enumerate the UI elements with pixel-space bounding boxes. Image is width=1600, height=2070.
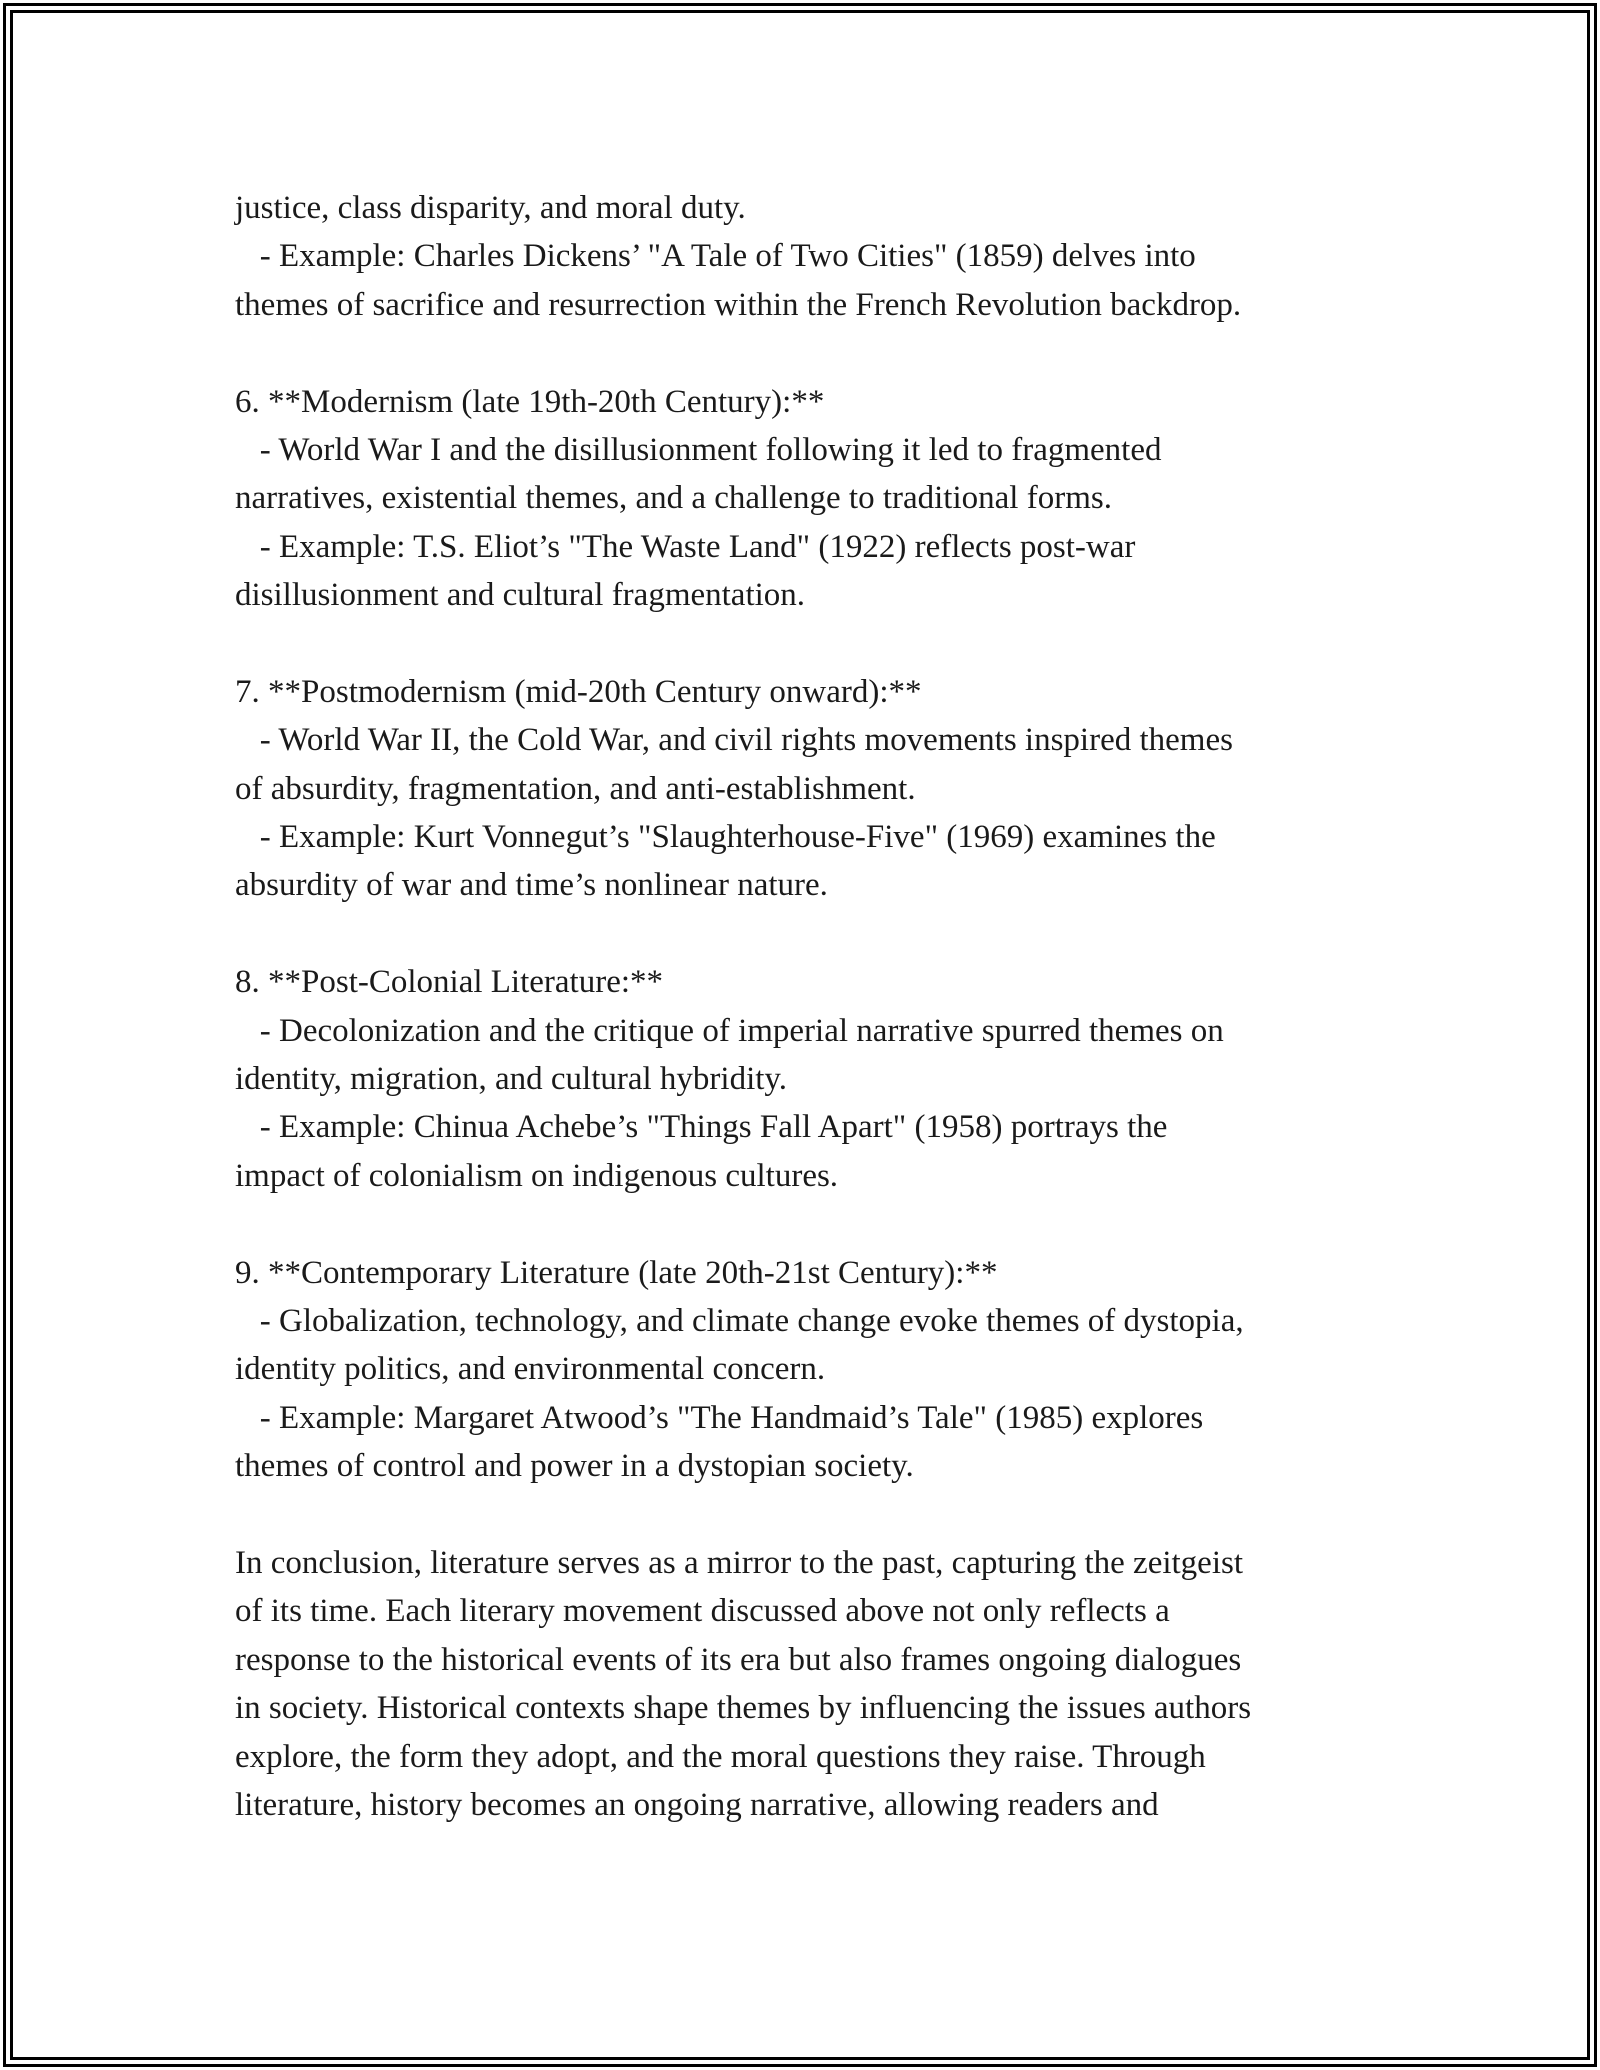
text-line: identity, migration, and cultural hybridity. xyxy=(235,1061,788,1098)
section-heading: 8. **Post-Colonial Literature:** xyxy=(235,964,664,1001)
text-line: absurdity of war and time’s nonlinear nature. xyxy=(235,867,828,904)
text-line: themes of control and power in a dystopian society. xyxy=(235,1448,914,1485)
paragraph-spacer xyxy=(235,910,1435,958)
text-line: response to the historical events of its era but also frames ongoing dialogues xyxy=(235,1641,1242,1678)
text-line: themes of sacrifice and resurrection within the French Revolution backdrop. xyxy=(235,286,1242,323)
section-heading: 9. **Contemporary Literature (late 20th-21st Century):** xyxy=(235,1254,998,1291)
conclusion-paragraph xyxy=(235,1539,1435,1829)
document-body xyxy=(235,184,1435,1829)
paragraph-spacer xyxy=(235,620,1435,668)
text-line: of its time. Each literary movement discussed above not only reflects a xyxy=(235,1593,1170,1630)
section-heading: 7. **Postmodernism (mid-20th Century onward):** xyxy=(235,673,922,710)
text-line: justice, class disparity, and moral duty. xyxy=(235,190,746,226)
section-modernism xyxy=(235,378,1435,620)
text-line: in society. Historical contexts shape themes by influencing the issues authors xyxy=(235,1690,1252,1727)
text-line: of absurdity, fragmentation, and anti-establishment. xyxy=(235,770,916,807)
text-line: - Example: Kurt Vonnegut’s "Slaughterhouse-Five" (1969) examines the xyxy=(235,819,1216,856)
paragraph-spacer xyxy=(235,1491,1435,1539)
text-line: narratives, existential themes, and a challenge to traditional forms. xyxy=(235,480,1112,517)
intro-paragraph xyxy=(235,184,1435,329)
text-line: explore, the form they adopt, and the moral questions they raise. Through xyxy=(235,1738,1206,1775)
text-line: - Example: Charles Dickens’ "A Tale of Two Cities" (1859) delves into xyxy=(235,238,1196,275)
section-contemporary xyxy=(235,1249,1435,1491)
section-heading: 6. **Modernism (late 19th-20th Century):** xyxy=(235,383,825,420)
text-line: identity politics, and environmental concern. xyxy=(235,1351,826,1388)
text-line: - Globalization, technology, and climate change evoke themes of dystopia, xyxy=(235,1302,1244,1339)
section-post-colonial xyxy=(235,958,1435,1200)
text-line: - Example: Margaret Atwood’s "The Handmaid’s Tale" (1985) explores xyxy=(235,1399,1204,1436)
paragraph-spacer xyxy=(235,329,1435,377)
text-line: - World War I and the disillusionment following it led to fragmented xyxy=(235,431,1162,468)
text-line: impact of colonialism on indigenous cultures. xyxy=(235,1157,839,1194)
text-line: - Decolonization and the critique of imperial narrative spurred themes on xyxy=(235,1012,1224,1049)
paragraph-spacer xyxy=(235,1200,1435,1248)
text-line: - Example: Chinua Achebe’s "Things Fall Apart" (1958) portrays the xyxy=(235,1109,1168,1146)
section-postmodernism xyxy=(235,668,1435,910)
text-line: - World War II, the Cold War, and civil rights movements inspired themes xyxy=(235,722,1233,759)
text-line: disillusionment and cultural fragmentation. xyxy=(235,577,806,614)
text-line: In conclusion, literature serves as a mirror to the past, capturing the zeitgeist xyxy=(235,1544,1243,1581)
text-line: literature, history becomes an ongoing narrative, allowing readers and xyxy=(235,1786,1159,1823)
text-line: - Example: T.S. Eliot’s "The Waste Land" (1922) reflects post-war xyxy=(235,528,1136,565)
